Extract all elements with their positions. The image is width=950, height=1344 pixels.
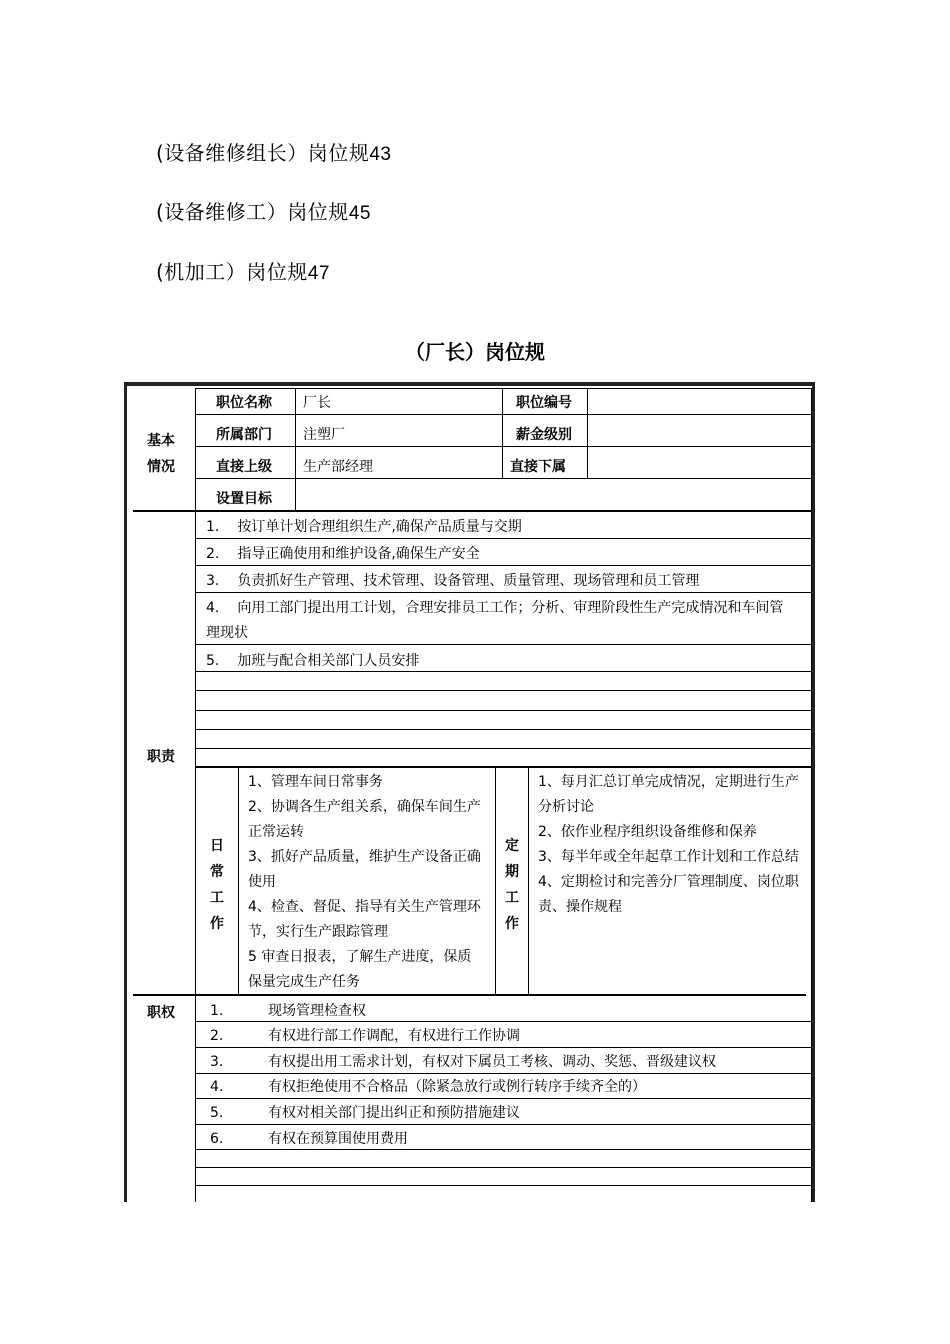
divider: [295, 388, 296, 511]
daily-work-label: [208, 833, 226, 937]
authority-item-3[interactable]: [210, 1053, 716, 1071]
superior-label: 直接上级: [216, 459, 272, 475]
divider: [238, 768, 239, 994]
divider: [195, 538, 811, 539]
periodic-work-label: [503, 833, 521, 937]
divider: [195, 512, 196, 996]
toc-entry-page: 43: [369, 144, 392, 165]
item-num: 6.: [210, 1131, 224, 1147]
section-divider: [133, 510, 812, 512]
authority-item-4[interactable]: [210, 1078, 646, 1096]
daily-line: 3、抓好产品质量，维护生产设备正确: [248, 849, 481, 865]
label-line: 情况: [147, 459, 175, 475]
duty-item-4[interactable]: [206, 599, 783, 617]
item-num: 5.: [206, 653, 220, 669]
salary-label: 薪金级别: [516, 427, 572, 443]
item-num: 3.: [206, 573, 220, 589]
item-num: 4.: [210, 1079, 224, 1095]
toc-entry-2[interactable]: [156, 196, 371, 225]
department-label: 所属部门: [216, 427, 272, 443]
document-title: （厂长）岗位规: [405, 340, 545, 364]
divider: [195, 644, 811, 645]
daily-line: 1、管理车间日常事务: [248, 774, 383, 790]
divider: [811, 996, 812, 1202]
item-num: 5.: [210, 1105, 224, 1121]
duties-section-label: 职责: [147, 749, 175, 765]
duty-item-3[interactable]: [206, 572, 699, 590]
label-char: 工: [210, 890, 224, 906]
daily-line: 2、协调各生产组关系，确保车间生产: [248, 799, 481, 815]
daily-line: 正常运转: [248, 824, 304, 840]
label-char: 常: [210, 864, 224, 880]
item-text: 按订单计划合理组织生产,确保产品质量与交期: [237, 519, 522, 535]
item-text: 现场管理检查权: [268, 1003, 366, 1019]
divider: [195, 388, 811, 389]
daily-line: 节，实行生产跟踪管理: [248, 924, 388, 940]
superior-value[interactable]: 生产部经理: [303, 459, 373, 475]
divider: [195, 414, 811, 415]
divider: [195, 446, 811, 447]
item-text: 负责抓好生产管理、技术管理、设备管理、质量管理、现场管理和员工管理: [237, 573, 700, 589]
toc-entry-3[interactable]: [156, 256, 330, 285]
authority-item-5[interactable]: [210, 1104, 520, 1122]
periodic-line: 4、定期检讨和完善分厂管理制度、岗位职: [538, 874, 799, 890]
label-char: 期: [505, 864, 519, 880]
divider: [587, 388, 588, 478]
item-text: 有权拒绝使用不合格品（除紧急放行或例行转序手续齐全的）: [268, 1079, 646, 1095]
item-text: 有权提出用工需求计划，有权对下属员工考核、调动、奖惩、晋级建议权: [268, 1054, 716, 1070]
duty-item-5[interactable]: [206, 652, 419, 670]
divider: [195, 671, 811, 672]
item-text: 有权进行部工作调配，有权进行工作协调: [268, 1028, 520, 1044]
duty-item-1[interactable]: [206, 518, 522, 536]
daily-line: 保量完成生产任务: [248, 974, 360, 990]
toc-entry-page: 47: [307, 263, 330, 284]
divider: [195, 1098, 811, 1099]
divider: [195, 1073, 811, 1074]
subordinate-label: 直接下属: [510, 459, 566, 475]
toc-entry-text: (设备维修工）岗位规: [156, 200, 349, 224]
toc-entry-text: (机加工）岗位规: [156, 260, 308, 284]
item-text: 向用工部门提出用工计划，合理安排员工工作；分析、审理阶段性生产完成情况和车间管: [237, 600, 784, 616]
position-name-value[interactable]: 厂长: [303, 395, 331, 411]
divider: [195, 1167, 811, 1168]
label-char: 定: [505, 838, 519, 854]
position-name-label: 职位名称: [216, 395, 272, 411]
divider: [195, 710, 811, 711]
divider: [195, 690, 811, 691]
authority-item-2[interactable]: [210, 1027, 520, 1045]
toc-entry-1[interactable]: [156, 137, 391, 166]
position-no-label: 职位编号: [516, 395, 572, 411]
daily-line: 5 审查日报表，了解生产进度，保质: [248, 949, 472, 965]
divider: [811, 388, 812, 511]
divider: [495, 768, 496, 994]
department-value[interactable]: 注塑厂: [303, 427, 345, 443]
divider: [195, 388, 196, 511]
item-text: 指导正确使用和维护设备,确保生产安全: [237, 546, 480, 562]
item-text: 有权对相关部门提出纠正和预防措施建议: [268, 1105, 520, 1121]
divider: [811, 512, 812, 996]
authority-section-label: 职权: [147, 1005, 175, 1021]
divider: [528, 768, 529, 994]
periodic-line: 1、每月汇总订单完成情况，定期进行生产: [538, 774, 799, 790]
authority-item-1[interactable]: [210, 1002, 366, 1020]
toc-entry-text: (设备维修组长）岗位规: [156, 141, 370, 165]
label-char: 工: [505, 890, 519, 906]
divider: [195, 729, 811, 730]
periodic-work-list: [538, 770, 799, 920]
divider: [502, 388, 503, 478]
divider: [195, 1047, 811, 1048]
periodic-line: 2、依作业程序组织设备维修和保养: [538, 824, 757, 840]
periodic-line: 分析讨论: [538, 799, 594, 815]
goal-label: 设置目标: [216, 491, 272, 507]
label-char: 日: [210, 838, 224, 854]
daily-line: 4、检查、督促、指导有关生产管理环: [248, 899, 481, 915]
item-num: 2.: [210, 1028, 224, 1044]
daily-work-list: [248, 770, 481, 995]
basic-section-label: [130, 428, 192, 480]
duty-item-4-cont: 理现状: [206, 625, 248, 641]
duty-item-2[interactable]: [206, 545, 480, 563]
divider: [195, 565, 811, 566]
section-divider: [195, 766, 812, 768]
divider: [195, 996, 196, 1202]
divider: [195, 478, 811, 479]
item-text: 有权在预算围使用费用: [268, 1131, 408, 1147]
divider: [195, 1124, 811, 1125]
label-char: 作: [505, 916, 519, 932]
divider: [195, 592, 811, 593]
label-char: 作: [210, 916, 224, 932]
item-num: 1.: [210, 1003, 224, 1019]
toc-entry-page: 45: [348, 203, 371, 224]
item-num: 1.: [206, 519, 220, 535]
periodic-line: 3、每半年或全年起草工作计划和工作总结: [538, 849, 799, 865]
daily-line: 使用: [248, 874, 276, 890]
item-num: 3.: [210, 1054, 224, 1070]
divider: [195, 748, 811, 749]
periodic-line: 责、操作规程: [538, 899, 622, 915]
authority-item-6[interactable]: [210, 1130, 408, 1148]
divider: [195, 1185, 811, 1186]
item-num: 2.: [206, 546, 220, 562]
divider: [195, 1149, 811, 1150]
label-line: 基本: [147, 433, 175, 449]
divider: [195, 1021, 811, 1022]
item-text: 加班与配合相关部门人员安排: [237, 653, 420, 669]
item-num: 4.: [206, 600, 220, 616]
